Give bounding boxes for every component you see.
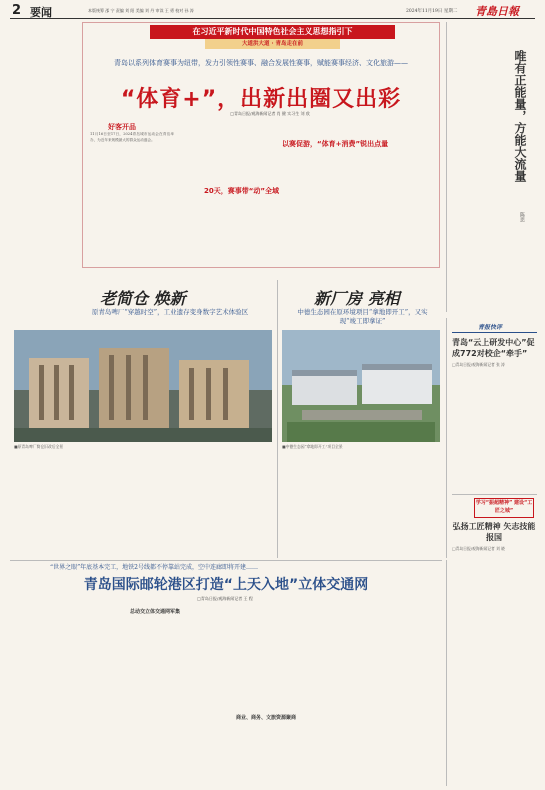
craftsman-body: [452, 554, 536, 784]
lead-body-excerpt: 11月16日至17日，2024青岛城市运动会在青岛举办，为近年来规模最大的群众运动盛会。: [90, 132, 174, 142]
banner-subtitle: 大道洪大道 · 青岛走在前: [205, 39, 340, 49]
port-body-col-3: [218, 606, 316, 710]
craftsman-byline: □青岛日报/观海新闻记者 刘 晓: [452, 546, 505, 551]
port-body-col-4: [320, 606, 438, 784]
factory-body-col-1: [282, 452, 358, 556]
masthead: [0, 0, 545, 20]
issue-date: 2024年11月19日 星期二: [406, 9, 458, 14]
banner-title: 在习近平新时代中国特色社会主义思想指引下: [150, 25, 395, 39]
lead-body-col-5: [266, 150, 350, 262]
column-author: 陈思: [519, 212, 525, 222]
factory-headline: 中德生态园在原环境项目“拿地即开工”，又实现“竣工即拿证”: [297, 308, 428, 325]
lead-subhead-1: 好客开品: [108, 123, 136, 131]
granary-body-col-1: [14, 452, 96, 556]
column-headline: 唯有正能量，方能大流量: [513, 50, 527, 182]
craftsman-tag: [474, 498, 534, 518]
lead-body-col-1: [90, 132, 174, 262]
port-body-col-2: [116, 618, 214, 784]
granary-headline: 原青岛啤厂“穿越时空”，工业遗存变身数字艺术体验区: [91, 308, 249, 316]
granary-image: [14, 330, 272, 442]
port-body-col-3b: [218, 724, 316, 784]
factory-image: [282, 330, 440, 442]
lead-byline: □青岛日报/观海新闻记者 肖 健 实习生 刘 欣: [230, 111, 310, 116]
craftsman-title: 弘扬工匠精神 矢志技能报国: [452, 522, 536, 542]
banner: [150, 25, 395, 53]
lead-headline: “体育+”，出新出圈又出彩: [120, 87, 402, 112]
lead-subhead-3: 以赛促游，“体育+消费”锐出点量: [282, 140, 389, 148]
factory-kicker: 新厂房 亮相: [314, 289, 400, 308]
column-body: [452, 48, 508, 286]
port-byline: □青岛日报/观海新闻记者 王 程: [197, 596, 253, 601]
lead-body-col-2: [178, 120, 262, 182]
port-body-col-1: [14, 606, 112, 784]
craftsman-tag-text: 学习“振超精神” 建设“工匠之城”: [475, 500, 533, 514]
granary-body-col-2: [100, 452, 182, 556]
quick-comment-tag: 青报快评: [478, 324, 503, 331]
lead-kicker: 青岛以系列体育赛事为纽带，发力引领性赛事、融合发展性赛事，赋能赛事经济、文化旅游——: [114, 59, 408, 67]
brief-byline: □青岛日报/观海新闻记者 张 涛: [452, 362, 505, 367]
editors-line: 本版统筹 邵 宁 责编 刘 阳 美编 刘 丹 审读 王 勇 校对 孙 涛: [88, 8, 194, 13]
brief-body: [452, 370, 536, 490]
lead-body-col-3: [178, 198, 262, 262]
granary-kicker: 老简仓 焕新: [100, 289, 186, 308]
factory-body-col-2: [362, 452, 440, 556]
page-name: 要闻: [30, 6, 52, 19]
brief-title: 青岛“云上研发中心”促成772对校企“牵手”: [452, 338, 535, 358]
granary-caption: ■原青岛啤厂简仓旧改后全景: [14, 444, 64, 449]
granary-body-col-3: [186, 452, 272, 556]
factory-caption: ■中德生态园“拿地即开工”项目全景: [282, 444, 343, 449]
port-subhead-1: 总动交立体交通网军集: [130, 609, 181, 615]
lead-subhead-2: 20天，赛事带“动”全域: [204, 187, 279, 195]
lead-body-col-6: [354, 120, 434, 262]
lead-body-col-4: [266, 120, 350, 136]
port-headline: 青岛国际邮轮港区打造“上天入地”立体交通网: [83, 577, 369, 593]
port-kicker: “世界之眼”年底基本完工，地铁2号线都不停靠站完成，空中连廊即将开建……: [50, 564, 258, 571]
port-subhead-2: 商业、商务、文旅资源聚商: [236, 715, 297, 721]
paper-logo: 青島日報: [475, 5, 519, 18]
granary-photo: [14, 330, 272, 442]
page-number: 2: [12, 3, 22, 18]
factory-photo: [282, 330, 440, 442]
